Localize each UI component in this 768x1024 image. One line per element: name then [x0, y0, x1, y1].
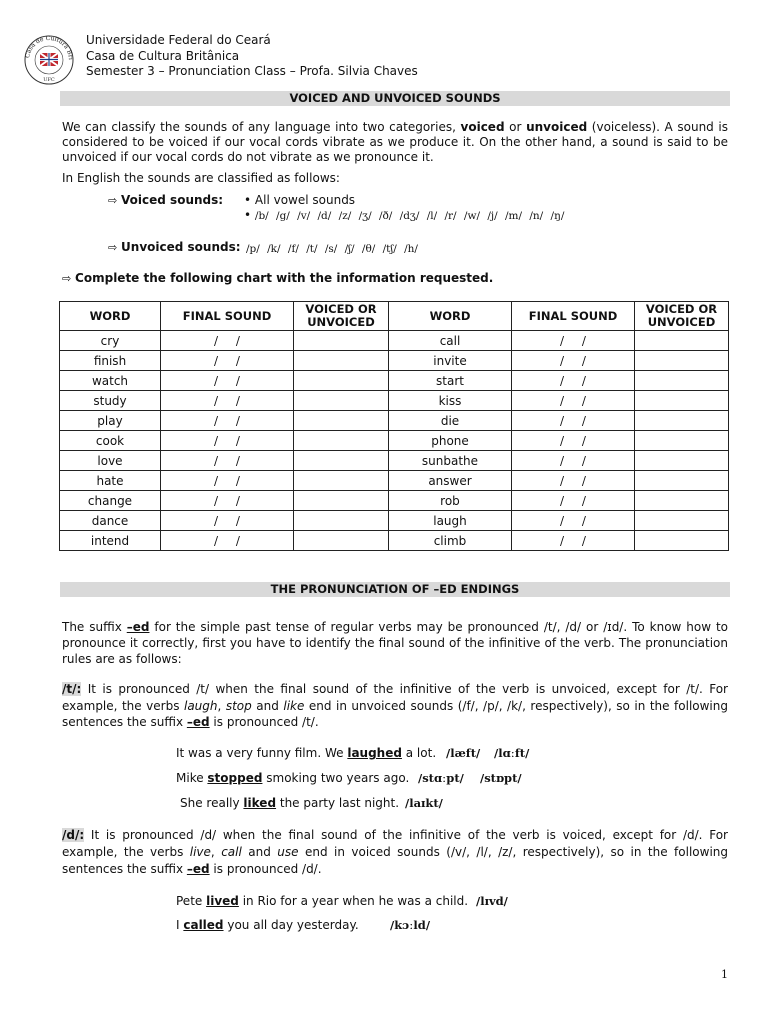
final-sound-cell: / /: [161, 331, 294, 351]
chart-row: [60, 411, 729, 431]
word-cell: intend: [60, 531, 161, 551]
unvoiced-list: /p/ /k/ /f/ /t/ /s/ /ʃ/ /θ/ /tʃ/ /h/: [246, 243, 418, 255]
voiced-or-unvoiced-cell[interactable]: [635, 531, 729, 551]
voiced-or-unvoiced-cell[interactable]: [635, 391, 729, 411]
word-cell: start: [389, 371, 512, 391]
example-laughed-ipa-1: /læft/: [446, 746, 481, 760]
final-sound-cell: / /: [161, 511, 294, 531]
chart-row: [60, 331, 729, 351]
example-stopped: Mike stopped smoking two years ago.: [176, 771, 410, 785]
chart-row: [60, 511, 729, 531]
header-voiced-or-unvoiced: VOICED OR UNVOICED: [294, 302, 389, 331]
final-sound-cell: / /: [512, 331, 635, 351]
final-sound-cell: / /: [161, 411, 294, 431]
word-cell: dance: [60, 511, 161, 531]
d-rule-paragraph: /d/: It is pronounced /d/ when the final sound of the infinitive of the verb is voiced, except for /d/. For example, the verbs live, call and use end in voiced sounds (/v/, /l/, /z/, respectively), so in the following sentences the suffix –ed is pronounced /d/.: [62, 828, 729, 876]
chart-row: [60, 531, 729, 551]
word-cell: call: [389, 331, 512, 351]
final-sound-cell: / /: [512, 411, 635, 431]
example-stopped-ipa-2: /stɒpt/: [480, 771, 522, 785]
word-cell: love: [60, 451, 161, 471]
document-header: [86, 33, 418, 80]
final-sound-cell: / /: [161, 471, 294, 491]
word-cell: cook: [60, 431, 161, 451]
unvoiced-sounds-label: ⇨ Unvoiced sounds:: [108, 240, 241, 254]
example-lived: Pete lived in Rio for a year when he was a child.: [176, 894, 469, 908]
voiced-or-unvoiced-cell[interactable]: [635, 411, 729, 431]
section-title-ed-endings: THE PRONUNCIATION OF –ED ENDINGS: [60, 582, 730, 597]
voiced-or-unvoiced-cell[interactable]: [294, 511, 389, 531]
example-called-ipa: /kɔːld/: [390, 918, 431, 932]
word-cell: change: [60, 491, 161, 511]
word-cell: finish: [60, 351, 161, 371]
final-sound-cell: / /: [512, 391, 635, 411]
header-word: WORD: [389, 302, 512, 331]
voiced-or-unvoiced-cell[interactable]: [635, 491, 729, 511]
voiced-or-unvoiced-cell[interactable]: [635, 371, 729, 391]
voiced-or-unvoiced-cell[interactable]: [635, 431, 729, 451]
voiced-item-consonants: • /b/ /g/ /v/ /d/ /z/ /ʒ/ /ð/ /dʒ/ /l/ /r/ /w/ /j/ /m/ /n/ /ŋ/: [244, 208, 565, 222]
voiced-or-unvoiced-cell[interactable]: [294, 431, 389, 451]
ed-intro-paragraph: The suffix –ed for the simple past tense of regular verbs may be pronounced /t/, /d/ or /ɪd/. To know how to pronounce it correctly, first you have to identify the final sound of the infinitive of the verb. The pronunciation rules are as follows:: [62, 620, 729, 666]
final-sound-cell: / /: [161, 351, 294, 371]
voiced-or-unvoiced-cell[interactable]: [635, 331, 729, 351]
final-sound-cell: / /: [161, 491, 294, 511]
header-institution: Casa de Cultura Britânica: [86, 48, 240, 63]
final-sound-cell: / /: [512, 431, 635, 451]
university-seal-logo: [23, 34, 75, 86]
final-sound-cell: / /: [512, 531, 635, 551]
word-cell: invite: [389, 351, 512, 371]
final-sound-cell: / /: [161, 371, 294, 391]
header-university: Universidade Federal do Ceará: [86, 33, 271, 47]
svg-text:UFC: UFC: [43, 77, 55, 83]
header-course: Semester 3 – Pronunciation Class – Profa. Silvia Chaves: [86, 64, 418, 78]
word-cell: answer: [389, 471, 512, 491]
word-cell: kiss: [389, 391, 512, 411]
d-rule-label: /d/:: [62, 828, 85, 842]
final-sound-cell: / /: [161, 451, 294, 471]
example-liked: She really liked the party last night.: [180, 796, 400, 810]
chart-row: [60, 431, 729, 451]
final-sound-cell: / /: [161, 391, 294, 411]
arrow-icon: ⇨: [108, 241, 118, 254]
example-laughed: It was a very funny film. We laughed a lot.: [176, 746, 437, 760]
word-cell: play: [60, 411, 161, 431]
final-sound-cell: / /: [512, 511, 635, 531]
chart-row: [60, 451, 729, 471]
word-cell: study: [60, 391, 161, 411]
voiced-or-unvoiced-cell[interactable]: [294, 351, 389, 371]
arrow-icon: ⇨: [62, 272, 72, 285]
word-cell: cry: [60, 331, 161, 351]
arrow-icon: ⇨: [108, 194, 118, 207]
voiced-item-vowels: • All vowel sounds: [244, 193, 356, 207]
voiced-sounds-label: ⇨ Voiced sounds:: [108, 193, 224, 207]
word-cell: hate: [60, 471, 161, 491]
final-sound-cell: / /: [161, 531, 294, 551]
section-title-voiced-unvoiced: VOICED AND UNVOICED SOUNDS: [60, 91, 730, 106]
chart-row: [60, 351, 729, 371]
example-laughed-ipa-2: /lɑːft/: [494, 746, 530, 760]
word-cell: die: [389, 411, 512, 431]
final-sound-cell: / /: [512, 471, 635, 491]
voiced-or-unvoiced-cell[interactable]: [294, 391, 389, 411]
word-cell: climb: [389, 531, 512, 551]
word-cell: sunbathe: [389, 451, 512, 471]
page-number: 1: [721, 968, 728, 981]
example-called: I called you all day yesterday.: [176, 918, 359, 932]
voiced-or-unvoiced-cell[interactable]: [294, 531, 389, 551]
header-word: WORD: [60, 302, 161, 331]
voiced-or-unvoiced-cell[interactable]: [635, 351, 729, 371]
final-sound-cell: / /: [512, 451, 635, 471]
word-cell: rob: [389, 491, 512, 511]
voiced-or-unvoiced-cell[interactable]: [294, 331, 389, 351]
voiced-or-unvoiced-cell[interactable]: [635, 471, 729, 491]
chart-header-row: [60, 302, 729, 331]
chart-row: [60, 391, 729, 411]
voiced-or-unvoiced-cell[interactable]: [294, 491, 389, 511]
t-rule-label: /t/:: [62, 682, 82, 696]
header-final-sound: FINAL SOUND: [512, 302, 635, 331]
svg-text:Casa de Cultura Britânica: Casa de Cultura Bri: [24, 34, 75, 60]
chart-row: [60, 371, 729, 391]
chart-row: [60, 491, 729, 511]
voiced-or-unvoiced-cell[interactable]: [294, 411, 389, 431]
chart-instruction: ⇨ Complete the following chart with the information requested.: [62, 271, 494, 285]
t-rule-paragraph: /t/: It is pronounced /t/ when the final sound of the infinitive of the verb is unvoiced, except for /t/. For example, the verbs laugh, stop and like end in unvoiced sounds (/f/, /p/, /k/, respectively), so in the following sentences the suffix –ed is pronounced /t/.: [62, 682, 728, 729]
example-stopped-ipa-1: /stɑːpt/: [418, 771, 464, 785]
voiced-or-unvoiced-cell[interactable]: [294, 471, 389, 491]
header-voiced-or-unvoiced: VOICED OR UNVOICED: [635, 302, 729, 331]
example-lived-ipa: /lɪvd/: [476, 894, 508, 908]
final-sound-cell: / /: [512, 351, 635, 371]
word-cell: laugh: [389, 511, 512, 531]
header-final-sound: FINAL SOUND: [161, 302, 294, 331]
word-cell: phone: [389, 431, 512, 451]
final-sound-cell: / /: [161, 431, 294, 451]
voiced-or-unvoiced-cell[interactable]: [635, 451, 729, 471]
sound-classification-chart: [59, 301, 729, 551]
final-sound-cell: / /: [512, 371, 635, 391]
voiced-or-unvoiced-cell[interactable]: [294, 451, 389, 471]
word-cell: watch: [60, 371, 161, 391]
chart-row: [60, 471, 729, 491]
classification-sentence: In English the sounds are classified as follows:: [62, 171, 340, 185]
intro-paragraph: We can classify the sounds of any language into two categories, voiced or unvoiced (voiceless). A sound is considered to be voiced if our vocal cords vibrate as we produce it. On the other hand, a sound is said to be unvoiced if our vocal cords do not vibrate as we pronounce it.: [62, 120, 728, 164]
final-sound-cell: / /: [512, 491, 635, 511]
voiced-or-unvoiced-cell[interactable]: [635, 511, 729, 531]
voiced-or-unvoiced-cell[interactable]: [294, 371, 389, 391]
example-liked-ipa: /laɪkt/: [405, 796, 443, 810]
